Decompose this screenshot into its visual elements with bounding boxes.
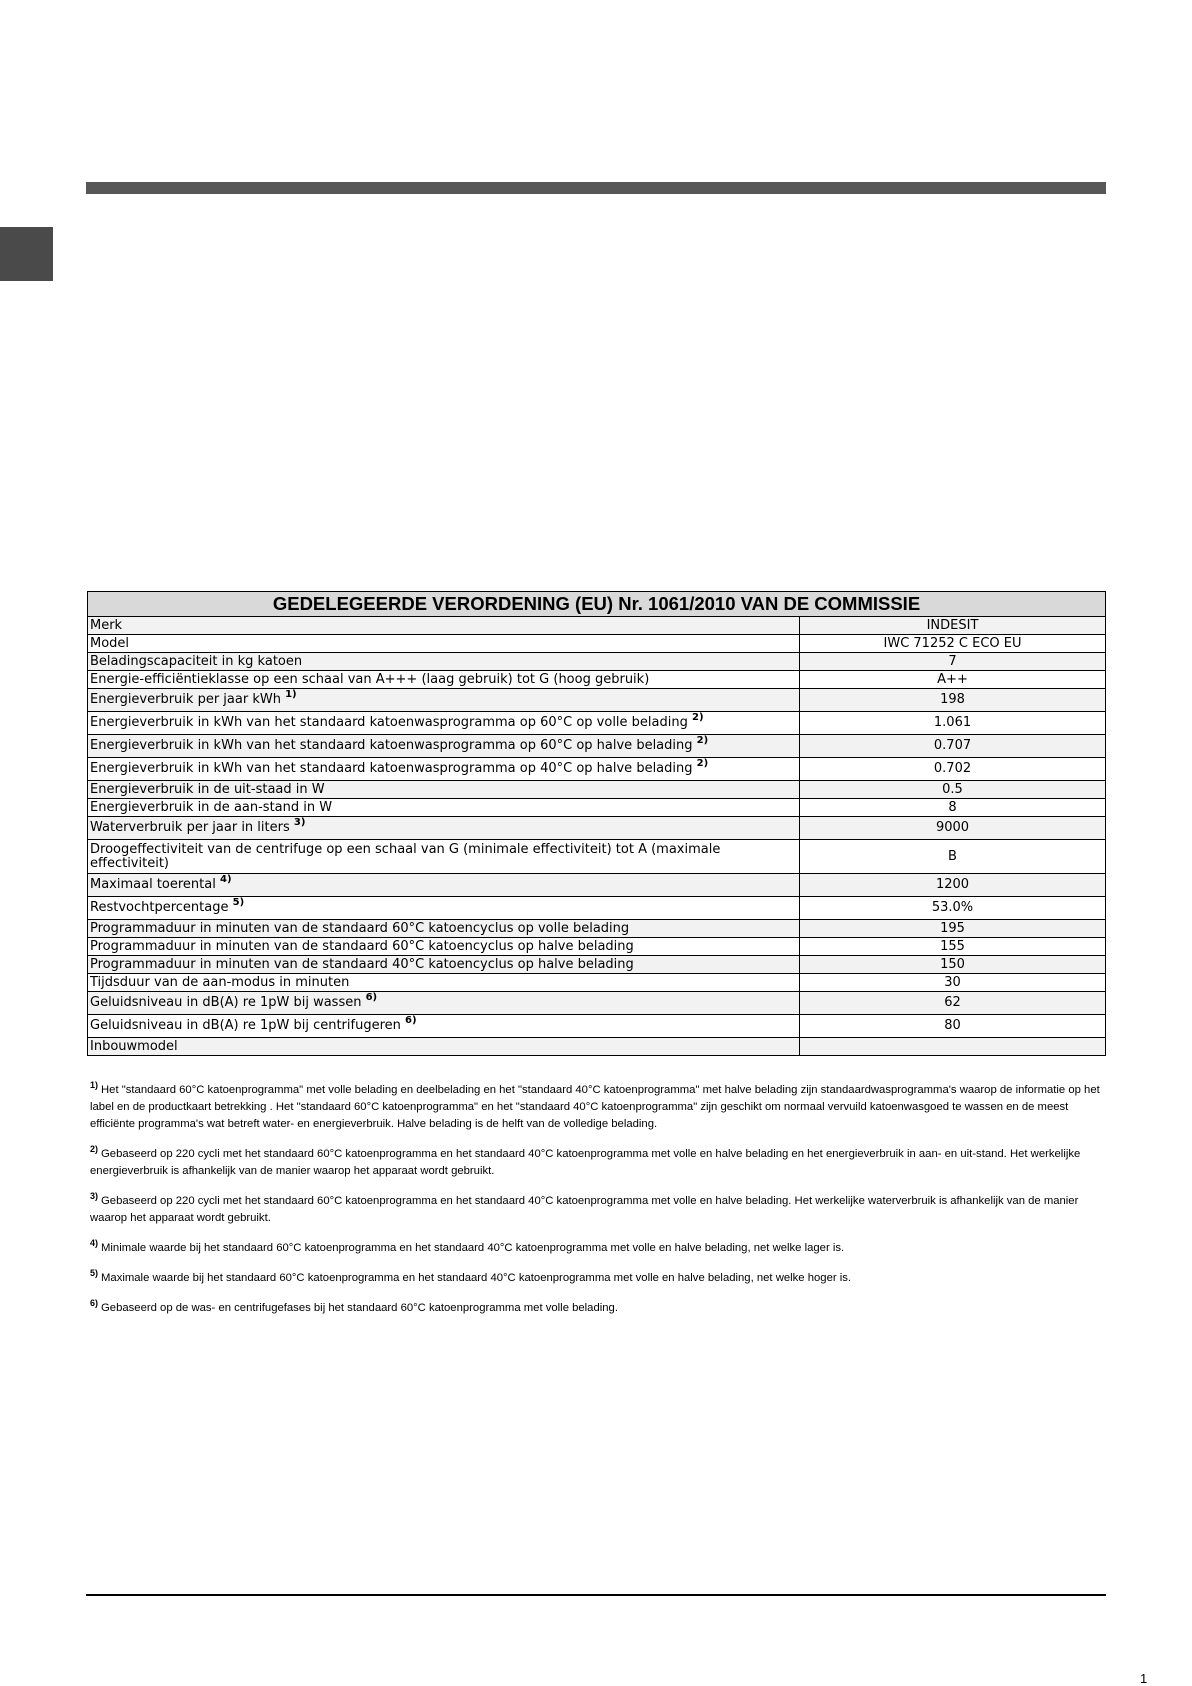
row-label-text: Energieverbruik per jaar kWh xyxy=(90,692,281,707)
footnote-ref: 2) xyxy=(692,711,704,723)
footnote xyxy=(90,1240,1105,1257)
row-value: 9000 xyxy=(800,817,1106,840)
row-label-text: Geluidsniveau in dB(A) re 1pW bij centrifugeren xyxy=(90,1018,401,1033)
row-value: 198 xyxy=(800,689,1106,712)
footnote-mark: 5) xyxy=(90,1268,99,1279)
table-row xyxy=(88,735,1106,758)
row-value: 150 xyxy=(800,956,1106,974)
row-label-text: Maximaal toerental xyxy=(90,877,216,892)
row-value: 0.707 xyxy=(800,735,1106,758)
row-label xyxy=(88,974,800,992)
row-value: 0.702 xyxy=(800,758,1106,781)
table-row xyxy=(88,671,1106,689)
footnote-mark: 1) xyxy=(90,1080,99,1091)
table-row xyxy=(88,617,1106,635)
row-label xyxy=(88,840,800,874)
table-row xyxy=(88,689,1106,712)
row-label-text: Energieverbruik in kWh van het standaard katoenwasprogramma op 60°C op halve belading xyxy=(90,738,693,753)
table-row xyxy=(88,1038,1106,1056)
row-value: 1200 xyxy=(800,874,1106,897)
row-label xyxy=(88,653,800,671)
language-tab-marker xyxy=(0,227,53,281)
table-row xyxy=(88,956,1106,974)
row-label-text: Restvochtpercentage xyxy=(90,900,229,915)
row-label-text: Tijdsduur van de aan-modus in minuten xyxy=(90,974,350,990)
footnote-text: Gebaseerd op 220 cycli met het standaard 60°C katoenprogramma en het standaard 40°C katoenprogramma met volle en halve belading. Het werkelijke waterverbruik is afhankelijk van de manier waarop het apparaat wordt gebruikt. xyxy=(90,1195,1079,1224)
table-row xyxy=(88,920,1106,938)
row-label xyxy=(88,992,800,1015)
row-value: 1.061 xyxy=(800,712,1106,735)
footnote-mark: 6) xyxy=(90,1298,99,1309)
row-label-text: Waterverbruik per jaar in liters xyxy=(90,820,290,835)
footnote-text: Maximale waarde bij het standaard 60°C katoenprogramma en het standaard 40°C katoenprogramma met volle en halve belading, net welke hoger is. xyxy=(101,1272,852,1284)
table-title: GEDELEGEERDE VERORDENING (EU) Nr. 1061/2010 VAN DE COMMISSIE xyxy=(88,592,1106,617)
page-number: 1 xyxy=(1140,1671,1148,1686)
row-label xyxy=(88,938,800,956)
footnote xyxy=(90,1193,1105,1227)
table-row xyxy=(88,1015,1106,1038)
footnote-mark: 3) xyxy=(90,1191,99,1202)
row-value: 80 xyxy=(800,1015,1106,1038)
row-label-text: Model xyxy=(90,635,130,651)
row-value: 155 xyxy=(800,938,1106,956)
row-label xyxy=(88,874,800,897)
table-row xyxy=(88,799,1106,817)
row-label xyxy=(88,758,800,781)
footnote-ref: 2) xyxy=(696,757,709,769)
row-label xyxy=(88,897,800,920)
footnote-mark: 4) xyxy=(90,1238,99,1249)
row-label-text: Beladingscapaciteit in kg katoen xyxy=(90,653,303,669)
table-row xyxy=(88,781,1106,799)
row-label-text: Programmaduur in minuten van de standaard 60°C katoencyclus op volle belading xyxy=(90,920,630,936)
table-row xyxy=(88,897,1106,920)
regulation-table xyxy=(87,591,1106,1056)
table-row xyxy=(88,938,1106,956)
row-value: 30 xyxy=(800,974,1106,992)
row-label xyxy=(88,712,800,735)
row-label-text: Droogeffectiviteit van de centrifuge op een schaal van G (minimale effectiviteit) tot A (maximale effectiviteit) xyxy=(90,841,721,871)
footnote-ref: 6) xyxy=(405,1014,417,1026)
footnote-mark: 2) xyxy=(90,1144,99,1155)
row-label xyxy=(88,781,800,799)
footnote-text: Het "standaard 60°C katoenprogramma" met volle belading en deelbelading en het "standaard 40°C katoenprogramma" met halve belading zijn standaardwasprogramma's waarop de informatie op het label en de productkaart betrekking . Het "standaard 60°C katoenprogramma" en het "standaard 40°C katoenprogramma" zijn geschikt om normaal vervuild katoenwasgoed te wassen en de meest efficiënte programma's wat betreft water- en energieverbruik. Halve belading is de helft van de volledige belading. xyxy=(90,1084,1100,1130)
row-value xyxy=(800,1038,1106,1056)
row-label-text: Geluidsniveau in dB(A) re 1pW bij wassen xyxy=(90,995,362,1010)
footnote xyxy=(90,1270,1105,1287)
row-label-text: Energieverbruik in kWh van het standaard katoenwasprogramma op 40°C op halve belading xyxy=(90,761,693,776)
footnote xyxy=(90,1300,1105,1317)
footnote-text: Gebaseerd op de was- en centrifugefases bij het standaard 60°C katoenprogramma met volle belading. xyxy=(101,1302,618,1314)
table-row xyxy=(88,758,1106,781)
row-label xyxy=(88,689,800,712)
footnote-ref: 1) xyxy=(285,688,297,700)
row-label xyxy=(88,920,800,938)
row-label xyxy=(88,1015,800,1038)
table-body xyxy=(88,617,1106,1056)
footer-rule xyxy=(86,1594,1106,1596)
table-row xyxy=(88,817,1106,840)
footnote xyxy=(90,1082,1105,1133)
row-label xyxy=(88,617,800,635)
row-label-text: Inbouwmodel xyxy=(90,1038,178,1054)
row-value: 53.0% xyxy=(800,897,1106,920)
row-label xyxy=(88,735,800,758)
row-label-text: Merk xyxy=(90,617,123,633)
row-value: 195 xyxy=(800,920,1106,938)
header-rule xyxy=(86,182,1106,194)
row-value: IWC 71252 C ECO EU xyxy=(800,635,1106,653)
footnote-ref: 2) xyxy=(696,734,709,746)
row-value: B xyxy=(800,840,1106,874)
row-label-text: Programmaduur in minuten van de standaard 40°C katoencyclus op halve belading xyxy=(90,956,634,972)
row-value: 8 xyxy=(800,799,1106,817)
row-label-text: Energieverbruik in de uit-staad in W xyxy=(90,781,325,797)
table-row xyxy=(88,992,1106,1015)
row-value: 62 xyxy=(800,992,1106,1015)
row-label xyxy=(88,799,800,817)
footnote-ref: 3) xyxy=(293,816,306,828)
footnotes xyxy=(90,1082,1105,1317)
footnote-text: Minimale waarde bij het standaard 60°C katoenprogramma en het standaard 40°C katoenprogramma met volle en halve belading, net welke lager is. xyxy=(101,1242,845,1254)
row-label xyxy=(88,817,800,840)
row-label xyxy=(88,635,800,653)
row-value: A++ xyxy=(800,671,1106,689)
row-value: 7 xyxy=(800,653,1106,671)
footnote-ref: 6) xyxy=(365,991,378,1003)
footnote xyxy=(90,1146,1105,1180)
table-row xyxy=(88,840,1106,874)
footnote-ref: 5) xyxy=(232,896,245,908)
footnote-text: Gebaseerd op 220 cycli met het standaard 60°C katoenprogramma en het standaard 40°C katoenprogramma met volle en halve belading en het energieverbruik in aan- en uit-stand. Het werkelijke energieverbruik is afhankelijk van de manier waarop het apparaat wordt gebruikt. xyxy=(90,1148,1081,1177)
table-row xyxy=(88,712,1106,735)
row-label xyxy=(88,1038,800,1056)
footnote-ref: 4) xyxy=(220,873,232,885)
table-row xyxy=(88,974,1106,992)
table-row xyxy=(88,874,1106,897)
row-label xyxy=(88,956,800,974)
row-label-text: Programmaduur in minuten van de standaard 60°C katoencyclus op halve belading xyxy=(90,938,634,954)
row-value: 0.5 xyxy=(800,781,1106,799)
row-label-text: Energieverbruik in kWh van het standaard katoenwasprogramma op 60°C op volle belading xyxy=(90,715,688,730)
row-label xyxy=(88,671,800,689)
row-label-text: Energieverbruik in de aan-stand in W xyxy=(90,799,333,815)
table-row xyxy=(88,635,1106,653)
row-label-text: Energie-efficiëntieklasse op een schaal van A+++ (laag gebruik) tot G (hoog gebruik) xyxy=(90,671,650,687)
table-row xyxy=(88,653,1106,671)
row-value: INDESIT xyxy=(800,617,1106,635)
